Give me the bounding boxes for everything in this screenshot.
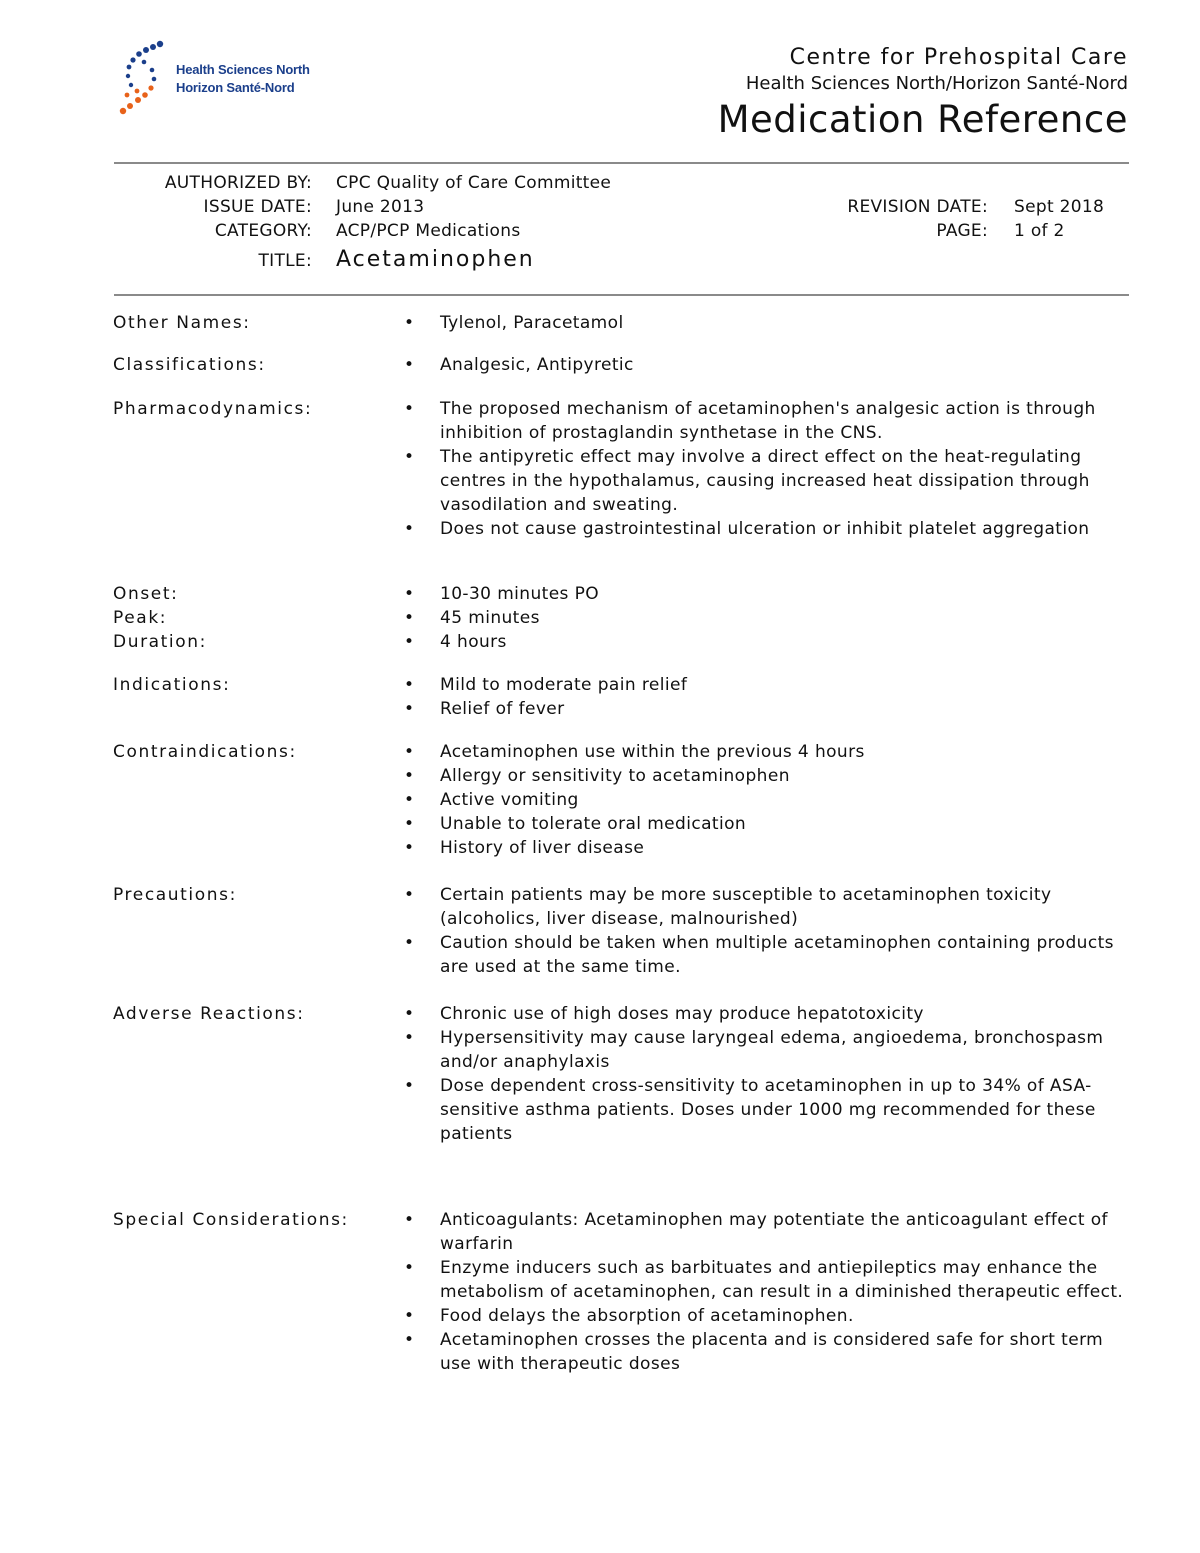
issue-date-label: ISSUE DATE: (203, 197, 312, 217)
peak-label: Peak: (113, 608, 168, 628)
list-item-text: Certain patients may be more susceptible to acetaminophen toxicity (alcoholics, liver disease, malnourished) (440, 885, 1052, 929)
page-value: 1 of 2 (1014, 221, 1065, 241)
list-item (400, 1304, 1135, 1328)
list-item (400, 788, 1135, 812)
list-item-text: Allergy or sensitivity to acetaminophen (440, 766, 790, 786)
category-value: ACP/PCP Medications (336, 221, 521, 241)
list-item-text: Chronic use of high doses may produce hepatotoxicity (440, 1004, 924, 1024)
bullet-icon: • (404, 447, 415, 467)
bullet-icon: • (404, 885, 415, 905)
list-item-text: Dose dependent cross-sensitivity to acetaminophen in up to 34% of ASA-sensitive asthma patients. Doses under 1000 mg recommended for these patients (440, 1076, 1096, 1144)
issue-date-value: June 2013 (336, 197, 425, 217)
organization-logo (116, 40, 326, 120)
list-item (400, 883, 1135, 931)
logo-text-french: Horizon Santé-Nord (176, 80, 295, 95)
bullet-icon: • (404, 519, 415, 539)
logo-text-english: Health Sciences North (176, 62, 310, 77)
organization-name: Health Sciences North/Horizon Santé-Nord (745, 73, 1128, 94)
bullet-icon: • (404, 838, 415, 858)
list-item-text: Hypersensitivity may cause laryngeal edema, angioedema, bronchospasm and/or anaphylaxis (440, 1028, 1104, 1072)
list-item (400, 673, 1135, 697)
bullet-icon: • (404, 1028, 415, 1048)
peak-list (400, 606, 1135, 630)
list-item-text: Relief of fever (440, 699, 565, 719)
bullet-icon: • (404, 766, 415, 786)
bullet-icon: • (404, 790, 415, 810)
bullet-icon: • (404, 584, 415, 604)
classifications-list (400, 353, 1135, 377)
onset-list (400, 582, 1135, 606)
contraindications-list (400, 740, 1135, 860)
list-item (400, 697, 1135, 721)
document-title: Medication Reference (717, 98, 1128, 141)
list-item-text: History of liver disease (440, 838, 645, 858)
list-item-text: Active vomiting (440, 790, 579, 810)
precautions-label: Precautions: (113, 885, 237, 905)
category-label: CATEGORY: (214, 221, 312, 241)
list-item (400, 397, 1135, 445)
list-item (400, 836, 1135, 860)
centre-name: Centre for Prehospital Care (789, 45, 1128, 70)
header-divider (114, 162, 1129, 164)
list-item (400, 812, 1135, 836)
medication-title: Acetaminophen (336, 247, 535, 272)
bullet-icon: • (404, 1210, 415, 1230)
adverse-reactions-label: Adverse Reactions: (113, 1004, 305, 1024)
bullet-icon: • (404, 933, 415, 953)
bullet-icon: • (404, 632, 415, 652)
list-item (400, 931, 1135, 979)
pharmacodynamics-label: Pharmacodynamics: (113, 399, 313, 419)
list-item (400, 582, 1135, 606)
bullet-icon: • (404, 699, 415, 719)
list-item-text: Anticoagulants: Acetaminophen may potentiate the anticoagulant effect of warfarin (440, 1210, 1108, 1254)
list-item-text: Enzyme inducers such as barbituates and antiepileptics may enhance the metabolism of acetaminophen, can result in a diminished therapeutic effect. (440, 1258, 1124, 1302)
indications-list (400, 673, 1135, 721)
page-label: PAGE: (936, 221, 988, 241)
list-item-text: 10-30 minutes PO (440, 584, 600, 604)
list-item (400, 311, 1135, 335)
revision-date-value: Sept 2018 (1014, 197, 1105, 217)
other-names-label: Other Names: (113, 313, 251, 333)
bullet-icon: • (404, 608, 415, 628)
list-item-text: Analgesic, Antipyretic (440, 355, 634, 375)
list-item-text: 45 minutes (440, 608, 540, 628)
list-item (400, 630, 1135, 654)
indications-label: Indications: (113, 675, 231, 695)
list-item (400, 1256, 1135, 1304)
authorized-by-label: AUTHORIZED BY: (164, 173, 312, 193)
list-item (400, 1026, 1135, 1074)
list-item (400, 445, 1135, 517)
list-item-text: The proposed mechanism of acetaminophen's analgesic action is through inhibition of prostaglandin synthetase in the CNS. (440, 399, 1096, 443)
list-item (400, 1208, 1135, 1256)
other-names-list (400, 311, 1135, 335)
list-item (400, 517, 1135, 541)
bullet-icon: • (404, 399, 415, 419)
special-considerations-list (400, 1208, 1135, 1376)
list-item (400, 1328, 1135, 1376)
classifications-label: Classifications: (113, 355, 266, 375)
authorized-by-value: CPC Quality of Care Committee (336, 173, 612, 193)
logo-dots-icon (116, 40, 176, 120)
bullet-icon: • (404, 355, 415, 375)
list-item-text: Caution should be taken when multiple acetaminophen containing products are used at the same time. (440, 933, 1114, 977)
bullet-icon: • (404, 1258, 415, 1278)
list-item-text: Does not cause gastrointestinal ulceration or inhibit platelet aggregation (440, 519, 1090, 539)
precautions-list (400, 883, 1135, 979)
title-label: TITLE: (258, 251, 312, 271)
list-item-text: Acetaminophen use within the previous 4 hours (440, 742, 865, 762)
special-considerations-label: Special Considerations: (113, 1210, 349, 1230)
duration-label: Duration: (113, 632, 207, 652)
list-item (400, 1002, 1135, 1026)
bullet-icon: • (404, 1306, 415, 1326)
revision-date-label: REVISION DATE: (847, 197, 988, 217)
bullet-icon: • (404, 814, 415, 834)
contraindications-label: Contraindications: (113, 742, 297, 762)
duration-list (400, 630, 1135, 654)
list-item-text: The antipyretic effect may involve a direct effect on the heat-regulating centres in the hypothalamus, causing increased heat dissipation through vasodilation and sweating. (440, 447, 1090, 515)
bullet-icon: • (404, 1076, 415, 1096)
bullet-icon: • (404, 1004, 415, 1024)
list-item-text: Acetaminophen crosses the placenta and is considered safe for short term use with therapeutic doses (440, 1330, 1104, 1374)
bullet-icon: • (404, 1330, 415, 1350)
list-item (400, 353, 1135, 377)
onset-label: Onset: (113, 584, 179, 604)
bullet-icon: • (404, 313, 415, 333)
meta-divider (114, 294, 1129, 296)
adverse-reactions-list (400, 1002, 1135, 1146)
list-item (400, 764, 1135, 788)
pharmacodynamics-list (400, 397, 1135, 541)
bullet-icon: • (404, 742, 415, 762)
list-item-text: Food delays the absorption of acetaminophen. (440, 1306, 854, 1326)
list-item-text: Mild to moderate pain relief (440, 675, 688, 695)
bullet-icon: • (404, 675, 415, 695)
list-item (400, 1074, 1135, 1146)
list-item-text: Tylenol, Paracetamol (440, 313, 624, 333)
list-item (400, 740, 1135, 764)
list-item-text: Unable to tolerate oral medication (440, 814, 747, 834)
list-item (400, 606, 1135, 630)
list-item-text: 4 hours (440, 632, 507, 652)
